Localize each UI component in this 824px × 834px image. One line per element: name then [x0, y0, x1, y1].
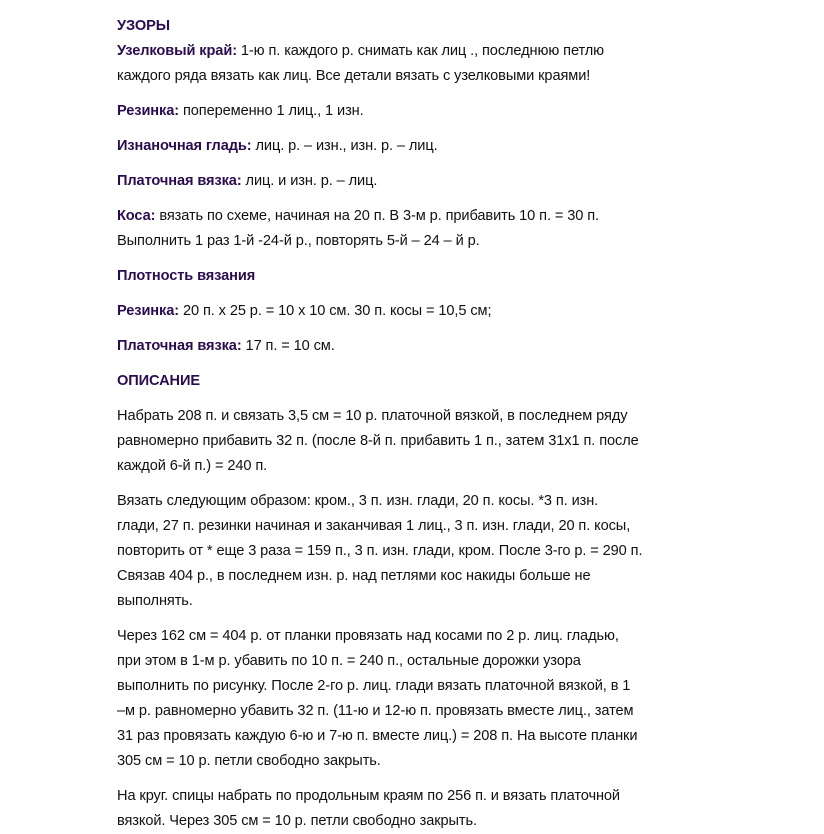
pattern-text: попеременно 1 лиц., 1 изн.: [179, 103, 364, 119]
paragraph-line: Связав 404 р., в последнем изн. р. над петлями кос накиды больше не: [117, 568, 591, 584]
density-text: 17 п. = 10 см.: [241, 338, 335, 354]
density-rib: [117, 299, 797, 324]
paragraph-line: выполнить по рисунку. После 2-го р. лиц. глади вязать платочной вязкой, в 1: [117, 678, 631, 694]
pattern-reverse-stockinette: [117, 134, 797, 159]
density-text: 20 п. х 25 р. = 10 х 10 см. 30 п. косы = 10,5 см;: [179, 303, 492, 319]
pattern-knot-edge: [117, 39, 797, 89]
paragraph-line: 305 см = 10 р. петли свободно закрыть.: [117, 753, 381, 769]
description-paragraph-2: [117, 489, 797, 614]
pattern-text: лиц. р. – изн., изн. р. – лиц.: [251, 138, 438, 154]
pattern-label: Резинка:: [117, 103, 180, 119]
paragraph-line: –м р. равномерно убавить 32 п. (11-ю и 12-ю п. провязать вместе лиц., затем: [117, 703, 634, 719]
pattern-cable: [117, 204, 797, 254]
heading-description: ОПИСАНИЕ: [117, 373, 201, 389]
paragraph-line: равномерно прибавить 32 п. (после 8-й п. прибавить 1 п., затем 31х1 п. после: [117, 433, 639, 449]
pattern-rib: [117, 99, 797, 124]
pattern-text: каждого ряда вязать как лиц. Все детали вязать с узелковыми краями!: [117, 68, 591, 84]
pattern-text: 1-ю п. каждого р. снимать как лиц ., последнюю петлю: [236, 43, 605, 59]
pattern-label: Коса:: [117, 208, 156, 224]
pattern-label: Платочная вязка:: [117, 173, 242, 189]
paragraph-line: На круг. спицы набрать по продольным краям по 256 п. и вязать платочной: [117, 788, 620, 804]
paragraph-line: при этом в 1-м р. убавить по 10 п. = 240 п., остальные дорожки узора: [117, 653, 581, 669]
pattern-text: вязать по схеме, начиная на 20 п. В 3-м р. прибавить 10 п. = 30 п.: [155, 208, 599, 224]
pattern-text: Выполнить 1 раз 1-й -24-й р., повторять 5-й – 24 – й р.: [117, 233, 480, 249]
heading-density: Плотность вязания: [117, 268, 256, 284]
paragraph-line: Набрать 208 п. и связать 3,5 см = 10 р. платочной вязкой, в последнем ряду: [117, 408, 628, 424]
pattern-label: Узелковый край:: [117, 43, 237, 59]
document: [117, 14, 797, 834]
description-paragraph-3: [117, 624, 797, 774]
paragraph-line: каждой 6-й п.) = 240 п.: [117, 458, 268, 474]
density-garter: [117, 334, 797, 359]
description-paragraph-1: [117, 404, 797, 479]
density-label: Резинка:: [117, 303, 180, 319]
pattern-label: Изнаночная гладь:: [117, 138, 252, 154]
paragraph-line: вязкой. Через 305 см = 10 р. петли свободно закрыть.: [117, 813, 477, 829]
density-label: Платочная вязка:: [117, 338, 242, 354]
paragraph-line: глади, 27 п. резинки начиная и заканчивая 1 лиц., 3 п. изн. глади, 20 п. косы,: [117, 518, 631, 534]
paragraph-line: выполнять.: [117, 593, 193, 609]
heading-patterns: УЗОРЫ: [117, 18, 170, 34]
paragraph-line: 31 раз провязать каждую 6-ю и 7-ю п. вместе лиц.) = 208 п. На высоте планки: [117, 728, 638, 744]
pattern-text: лиц. и изн. р. – лиц.: [241, 173, 378, 189]
pattern-garter: [117, 169, 797, 194]
paragraph-line: Через 162 см = 404 р. от планки провязать над косами по 2 р. лиц. гладью,: [117, 628, 619, 644]
paragraph-line: Вязать следующим образом: кром., 3 п. изн. глади, 20 п. косы. *3 п. изн.: [117, 493, 599, 509]
paragraph-line: повторить от * еще 3 раза = 159 п., 3 п. изн. глади, кром. После 3-го р. = 290 п.: [117, 543, 643, 559]
description-paragraph-4: [117, 784, 797, 834]
